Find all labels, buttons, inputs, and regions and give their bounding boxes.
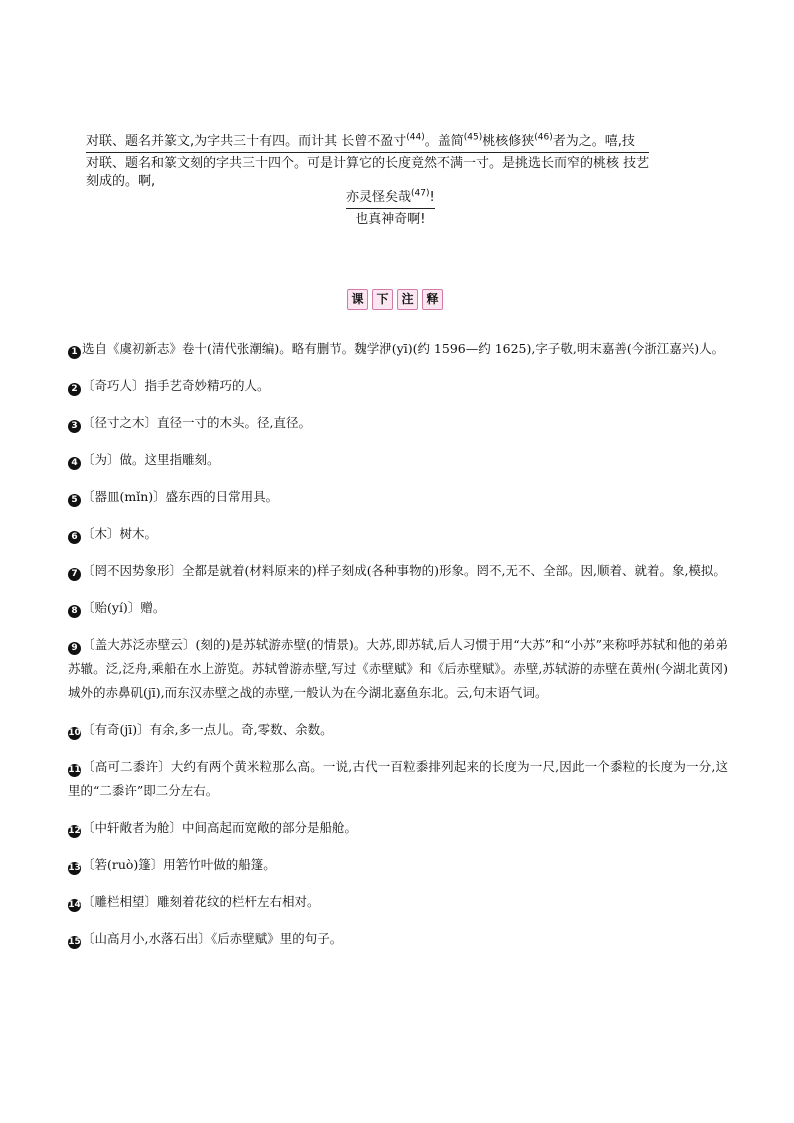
translation-line: 刻成的。啊,: [86, 174, 156, 189]
note-item: [68, 337, 728, 361]
section-header-char: 课: [347, 289, 368, 310]
note-number-badge: 7: [68, 568, 81, 581]
note-text: 〔箬(ruò)篷〕用箬竹叶做的船篷。: [82, 857, 276, 872]
section-header-char: 下: [372, 289, 393, 310]
note-item: [68, 596, 728, 620]
note-ref: (44): [406, 132, 425, 143]
original-text-segment: 亦灵怪矣哉: [346, 190, 412, 205]
parallel-text-block-2: [346, 189, 435, 229]
note-text: 〔径寸之木〕直径一寸的木头。径,直径。: [82, 415, 311, 430]
note-text: 〔罔不因势象形〕全都是就着(材料原来的)样子刻成(各种事物的)形象。罔不,无不、全部。因,顺着、就着。象,模拟。: [82, 563, 726, 578]
note-text: 〔有奇(jī)〕有余,多一点儿。奇,零数、余数。: [82, 722, 333, 737]
note-number-badge: 12: [68, 826, 81, 836]
note-item: [68, 890, 728, 914]
original-text-line: [86, 133, 649, 151]
note-number-badge: 6: [68, 531, 81, 544]
section-header: [347, 289, 443, 310]
note-text: 〔木〕树木。: [82, 526, 158, 541]
note-ref: (45): [463, 132, 483, 143]
original-text-segment: 。盖简: [424, 134, 464, 149]
note-item: [68, 374, 728, 398]
note-number-badge: 9: [68, 642, 81, 655]
note-number-badge: 13: [68, 863, 81, 873]
note-ref: (46): [534, 132, 553, 143]
note-number-badge: 11: [68, 765, 81, 775]
note-text: 〔为〕做。这里指雕刻。: [82, 452, 220, 467]
note-text: 〔盖大苏泛赤壁云〕(刻的)是苏轼游赤壁(的情景)。大苏,即苏轼,后人习惯于用“大苏”和“小苏”来称呼苏轼和他的弟弟苏辙。泛,泛舟,乘船在水上游览。苏轼曾游赤壁,写过《赤壁赋》和《后赤壁赋》。赤壁,苏轼游的赤壁在黄州(今湖北黄冈)城外的赤鼻矶(jī),而东汉赤壁之战的赤壁,一般认为在今湖北嘉鱼东北。云,句末语气词。: [68, 637, 728, 700]
note-item: [68, 853, 728, 877]
note-text: 〔山高月小,水落石出〕《后赤壁赋》里的句子。: [82, 931, 343, 946]
note-text: 〔器皿(mǐn)〕盛东西的日常用具。: [82, 489, 279, 504]
section-header-char: 注: [397, 289, 418, 310]
note-item: [68, 522, 728, 546]
note-text: 〔中轩敞者为舱〕中间高起而宽敞的部分是船舱。: [82, 820, 358, 835]
note-item: [68, 559, 728, 583]
parallel-text-block-1: [86, 133, 649, 191]
note-number-badge: 14: [68, 900, 81, 910]
note-item: [68, 816, 728, 840]
note-ref: (47): [411, 188, 430, 199]
note-item: [68, 485, 728, 509]
note-text: 〔贻(yí)〕赠。: [82, 600, 166, 615]
original-text-segment: !: [429, 190, 435, 205]
translation-line: 也真神奇啊!: [355, 212, 426, 227]
note-number-badge: 4: [68, 457, 81, 470]
note-text: 〔雕栏相望〕雕刻着花纹的栏杆左右相对。: [82, 894, 320, 909]
original-text-line: [346, 189, 435, 207]
note-number-badge: 10: [68, 728, 81, 738]
note-number-badge: 3: [68, 420, 81, 433]
note-item: [68, 755, 728, 803]
note-number-badge: 5: [68, 494, 81, 507]
note-item: [68, 718, 728, 742]
notes-list: [68, 337, 728, 964]
note-number-badge: 1: [68, 346, 81, 359]
original-text-segment: 桃核修狭: [482, 134, 535, 149]
original-text-segment: 对联、题名并篆文,为字共三十有四。而计其 长曾不盈寸: [86, 134, 407, 149]
note-item: [68, 411, 728, 435]
note-text: 〔高可二黍许〕大约有两个黄米粒那么高。一说,古代一百粒黍排列起来的长度为一尺,因此一个黍粒的长度为一分,这里的“二黍许”即二分左右。: [68, 759, 728, 798]
note-number-badge: 15: [68, 937, 81, 947]
note-item: [68, 927, 728, 951]
note-item: [68, 633, 728, 705]
note-text: 〔奇巧人〕指手艺奇妙精巧的人。: [82, 378, 270, 393]
divider-line: [346, 208, 435, 209]
note-item: [68, 448, 728, 472]
translation-line: 对联、题名和篆文刻的字共三十四个。可是计算它的长度竟然不满一寸。是挑选长而窄的桃核 技艺: [86, 156, 650, 171]
note-number-badge: 2: [68, 383, 81, 396]
note-text: 选自《虞初新志》卷十(清代张潮编)。略有删节。魏学洢(yī)(约 1596—约 1625),字子敬,明末嘉善(今浙江嘉兴)人。: [82, 341, 725, 356]
divider-line: [86, 152, 649, 153]
note-number-badge: 8: [68, 605, 81, 618]
section-header-char: 释: [422, 289, 443, 310]
original-text-segment: 者为之。嘻,技: [552, 134, 635, 149]
